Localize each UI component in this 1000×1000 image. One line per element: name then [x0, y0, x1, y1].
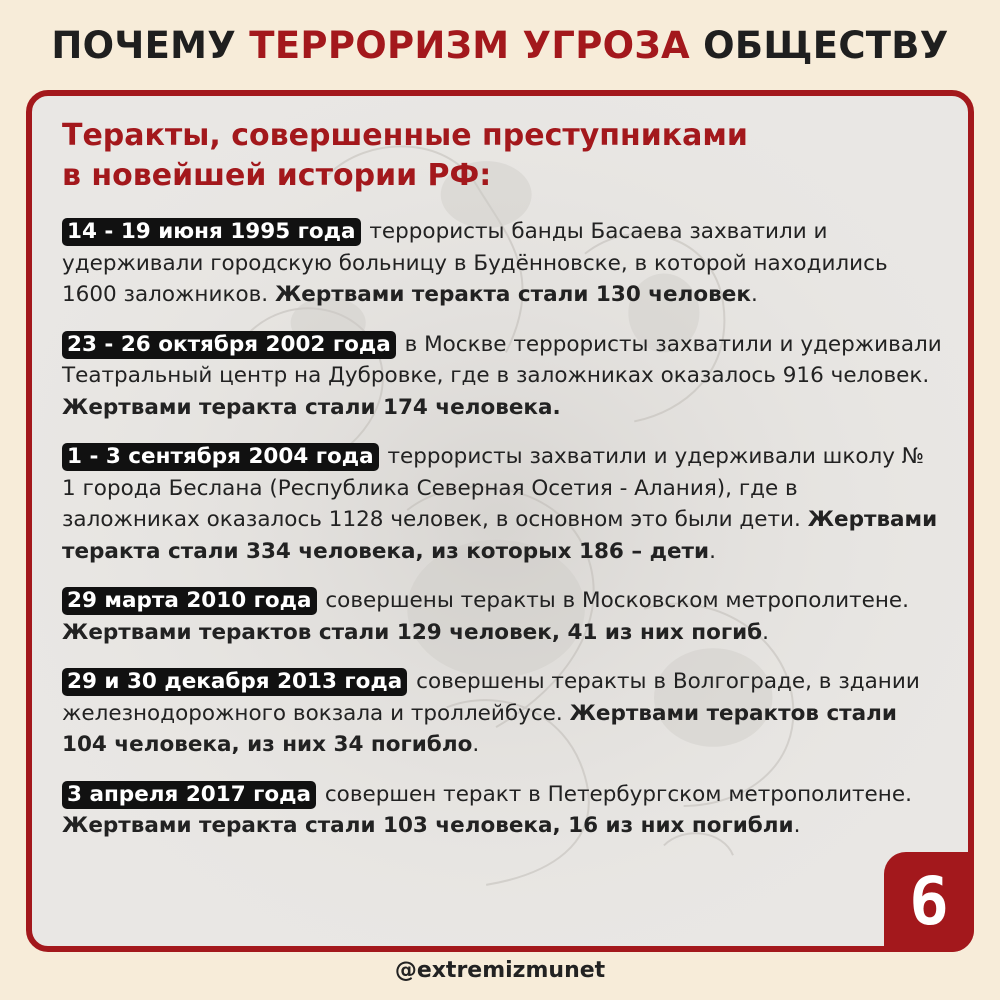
event-text: в Москве террористы захватили и удерживали Театральный центр на Дубровке, где в заложниках оказалось 916 человек. [62, 331, 942, 388]
event-casualties: Жертвами терактов стали 129 человек, 41 из них погиб [62, 619, 763, 645]
event-date-badge: 29 и 30 декабря 2013 года [62, 668, 407, 696]
event-tail: . [709, 538, 716, 564]
card-title-line-2: в новейшей истории РФ: [62, 158, 492, 193]
event-text: совершены теракты в Волгограде, в здании железнодорожного вокзала и троллейбусе. [62, 669, 920, 726]
event-casualties: Жертвами теракта стали 174 человека. [62, 394, 561, 420]
event-text: совершен теракт в Петербургском метрополитене. [318, 781, 912, 807]
page-number-badge: 6 [884, 852, 974, 952]
info-card [26, 90, 974, 952]
event-item [62, 441, 942, 567]
event-item [62, 585, 942, 648]
event-date-badge: 14 - 19 июня 1995 года [62, 218, 361, 246]
card-title [62, 116, 942, 196]
event-casualties: Жертвами теракта стали 130 человек [274, 282, 751, 307]
event-date-badge: 1 - 3 сентября 2004 года [62, 443, 379, 471]
event-date-badge: 23 - 26 октября 2002 года [62, 331, 396, 359]
event-casualties: Жертвами теракта стали 103 человека, 16 из них погибли [62, 813, 794, 838]
card-title-line-1: Теракты, совершенные преступниками [62, 118, 748, 153]
event-date-badge: 3 апреля 2017 года [62, 781, 316, 809]
event-item [62, 216, 942, 311]
event-item [62, 666, 942, 761]
event-tail: . [762, 619, 770, 645]
event-text: террористы банды Басаева захватили и удерживали городскую больницу в Будённовске, в которой находились 1600 заложников. [62, 219, 888, 307]
event-tail: . [793, 813, 801, 838]
event-text: террористы захватили и удерживали школу № 1 города Беслана (Республика Северная Осетия - Алания), где в заложниках оказалось 1128 человек, в основном это были дети. [62, 444, 925, 532]
event-casualties: Жертвами терактов стали 104 человека, из них 34 погибло [62, 700, 897, 757]
event-date-badge: 29 марта 2010 года [62, 587, 317, 615]
header-accent: ТЕРРОРИЗМ УГРОЗА [249, 24, 690, 67]
social-handle: @extremizmunet [394, 958, 606, 983]
page-header [0, 18, 1000, 74]
event-item [62, 779, 942, 842]
card-content [62, 116, 942, 860]
event-casualties: Жертвами теракта стали 334 человека, из которых 186 – дети [62, 507, 938, 564]
event-tail: . [472, 732, 480, 757]
event-item [62, 329, 942, 424]
event-tail: . [750, 282, 758, 307]
header-part-2: ОБЩЕСТВУ [689, 24, 949, 67]
event-text: совершены теракты в Московском метрополитене. [318, 588, 909, 613]
header-part-1: ПОЧЕМУ [51, 24, 250, 67]
